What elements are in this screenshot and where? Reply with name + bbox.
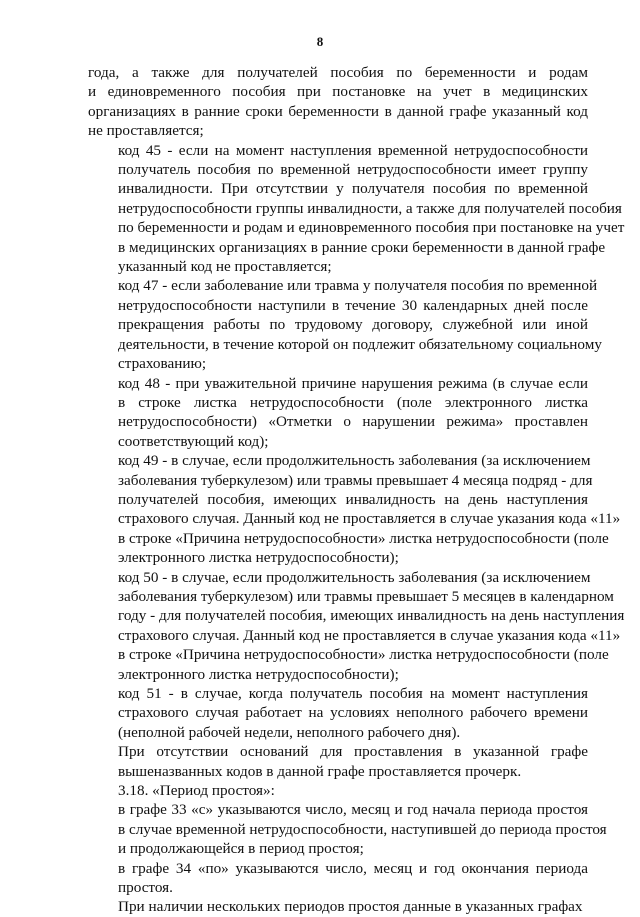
text-line: прекращения работы по трудовому договору, служебной или иной [118, 316, 588, 334]
text-line: код 51 - в случае, когда получатель пособия на момент наступления [118, 685, 588, 702]
text-line: инвалидности. При отсутствии у получателя пособия по временной [118, 180, 588, 198]
paragraph [88, 141, 625, 277]
text-line: в случае временной нетрудоспособности, наступившей до периода простоя [118, 820, 607, 838]
text-line: получателей пособия, имеющих инвалидность на день наступления [118, 490, 588, 508]
paragraph [88, 374, 588, 452]
text-line: нетрудоспособности) «Отметки о нарушении режима» проставлен [118, 413, 588, 431]
paragraph [88, 781, 588, 800]
text-line: нетрудоспособности группы инвалидности, а также для получателей пособия [118, 199, 622, 217]
text-line: нетрудоспособности наступили в течение 30 календарных дней после [118, 296, 588, 314]
text-line: страхованию; [118, 355, 207, 373]
text-line: и единовременного пособия при постановке на учет в медицинских [88, 83, 588, 101]
text-line: страхового случая. Данный код не проставляется в случае указания кода «11» [118, 510, 621, 528]
text-line: код 50 - в случае, если продолжительность заболевания (за исключением [118, 568, 591, 586]
text-line: и продолжающейся в период простоя; [118, 840, 364, 858]
text-line: вышеназванных кодов в данной графе проставляется прочерк. [118, 762, 522, 780]
paragraph [88, 859, 588, 898]
paragraph [88, 451, 621, 567]
text-line: в графе 33 «с» указываются число, месяц и год начала периода простоя [118, 801, 588, 819]
text-line: 3.18. «Период простоя»: [118, 782, 275, 800]
text-line: деятельности, в течение которой он подлежит обязательному социальному [118, 335, 602, 353]
text-line: года, а также для получателей пособия по беременности и родам [88, 64, 588, 81]
text-line: При наличии нескольких периодов простоя данные в указанных графах [118, 898, 583, 916]
text-line: заболевания туберкулезом) или травмы превышает 5 месяцев в календарном [118, 587, 614, 605]
text-line: соответствующий код); [118, 432, 269, 450]
text-line: в медицинских организациях в ранние сроки беременности в данной графе [118, 238, 606, 256]
text-line: в графе 34 «по» указываются число, месяц и год окончания периода [118, 859, 588, 877]
text-line: по беременности и родам и единовременного пособия при постановке на учет [118, 219, 625, 237]
paragraph [88, 800, 607, 858]
text-line: (неполной рабочей недели, неполного рабочего дня). [118, 723, 461, 741]
text-line: в строке «Причина нетрудоспособности» листка нетрудоспособности (поле [118, 646, 609, 664]
paragraph [88, 63, 588, 141]
text-line: электронного листка нетрудоспособности); [118, 665, 399, 683]
document-body [88, 63, 625, 917]
text-line: году - для получателей пособия, имеющих инвалидность на день наступления [118, 607, 625, 625]
paragraph [88, 742, 588, 781]
text-line: получатель пособия по временной нетрудоспособности имеет группу [118, 161, 588, 179]
text-line: страхового случая работает на условиях неполного рабочего времени [118, 704, 588, 722]
text-line: не проставляется; [88, 122, 204, 140]
text-line: код 47 - если заболевание или травма у получателя пособия по временной [118, 277, 598, 295]
text-line: код 49 - в случае, если продолжительность заболевания (за исключением [118, 452, 591, 470]
text-line: электронного листка нетрудоспособности); [118, 549, 399, 567]
text-line: указанный код не проставляется; [118, 258, 332, 276]
text-line: заболевания туберкулезом) или травмы превышает 4 месяца подряд - для [118, 471, 593, 489]
paragraph [88, 568, 625, 684]
paragraph [88, 276, 602, 373]
text-line: в строке листка нетрудоспособности (поле электронного листка [118, 393, 588, 411]
text-line: простоя. [118, 879, 173, 897]
paragraph [88, 684, 588, 742]
text-line: код 48 - при уважительной причине нарушения режима (в случае если [118, 374, 588, 392]
text-line: При отсутствии оснований для проставления в указанной графе [118, 743, 588, 761]
text-line: код 45 - если на момент наступления временной нетрудоспособности [118, 141, 588, 159]
text-line: организациях в ранние сроки беременности в данной графе указанный код [88, 102, 588, 120]
text-line: в строке «Причина нетрудоспособности» листка нетрудоспособности (поле [118, 529, 609, 547]
page-number: 8 [316, 34, 324, 49]
text-line: страхового случая. Данный код не проставляется в случае указания кода «11» [118, 626, 621, 644]
paragraph [88, 897, 588, 916]
